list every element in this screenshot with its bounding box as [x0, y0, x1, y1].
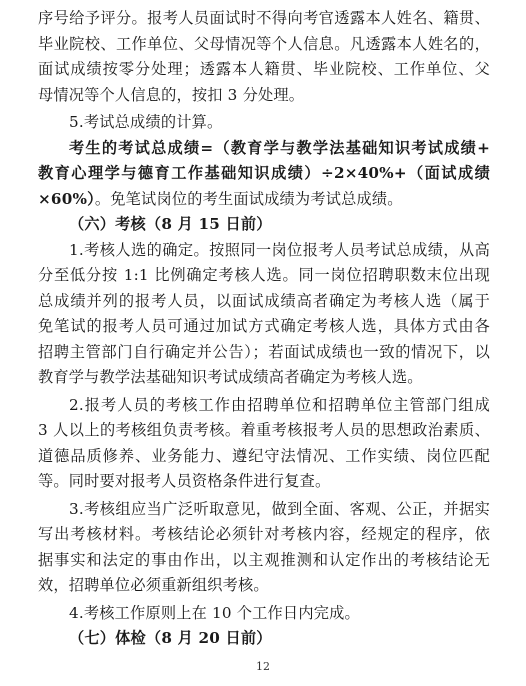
paragraph-assessment-deadline: 4.考核工作原则上在 10 个工作日内完成。: [69, 603, 360, 622]
paragraph-assessment-selection: [38, 238, 490, 391]
text-line: 据事实和法定的事由作出，以主观推测和认定作出的考核结论无: [38, 550, 490, 569]
text-line: 效，招聘单位必须重新组织考核。: [38, 576, 269, 594]
text-line: 1.考核人选的确定。按照同一岗位报考人员考试总成绩，从高: [69, 240, 490, 259]
text-line: 教育学与教学法基础知识考试成绩高者确定为考核人选。: [38, 368, 423, 386]
text-line: 毕业院校、工作单位、父母情况等个人信息。凡透露本人姓名的，: [38, 34, 490, 53]
paragraph-interview-rules: [38, 6, 490, 108]
paragraph-score-formula: [38, 136, 490, 213]
paragraph-assessment-team: [38, 393, 490, 495]
text-line: 招聘主管部门自行确定并公告）；若面试成绩也一致的情况下，以: [38, 342, 490, 361]
text-line: 序号给予评分。报考人员面试时不得向考官透露本人姓名、籍贯、: [38, 9, 490, 27]
text-line: 母情况等个人信息的，按扣 3 分处理。: [38, 85, 305, 104]
text-line: 总成绩并列的报考人员，以面试成绩高者确定为考核人选（属于: [38, 291, 490, 310]
text-line: 等。同时要对报考人员资格条件进行复查。: [38, 472, 331, 490]
item-heading-total-score: 5.考试总成绩的计算。: [69, 113, 223, 131]
text-line: 道德品质修养、业务能力、遵纪守法情况、工作实绩、岗位匹配: [38, 446, 490, 465]
page-number: 12: [256, 660, 270, 673]
text-line: 分至低分按 1:1 比例确定考核人选。同一岗位招聘职数末位出现: [38, 266, 490, 284]
text-line: 写出考核材料。考核结论必须针对考核内容，经规定的程序，依: [38, 525, 490, 543]
formula-line: 教育心理学与德育工作基础知识成绩）÷2×40%+（面试成绩: [38, 164, 490, 182]
text-line: 3.考核组应当广泛听取意见，做到全面、客观、公正，并据实: [69, 499, 490, 518]
formula-line: 考生的考试总成绩=（教育学与教学法基础知识考试成绩+: [69, 138, 490, 157]
text-line: 面试成绩按零分处理；透露本人籍贯、毕业院校、工作单位、父: [38, 60, 490, 78]
section-heading-medical-exam: （七）体检（8 月 20 日前）: [69, 629, 272, 647]
document-page: [38, 6, 490, 652]
formula-tail-bold: ×60%）: [38, 189, 95, 208]
formula-line-last: [38, 187, 490, 213]
text-line: 2.报考人员的考核工作由招聘单位和招聘单位主管部门组成: [69, 395, 490, 414]
paragraph-assessment-materials: [38, 497, 490, 599]
text-line: 免笔试的报考人员可通过加试方式确定考核人选，具体方式由各: [38, 317, 490, 335]
text-line: 3 人以上的考核组负责考核。着重考核报考人员的思想政治素质、: [38, 421, 490, 439]
formula-tail-normal: 。免笔试岗位的考生面试成绩为考试总成绩。: [94, 189, 403, 208]
section-heading-assessment: （六）考核（8 月 15 日前）: [69, 215, 272, 233]
